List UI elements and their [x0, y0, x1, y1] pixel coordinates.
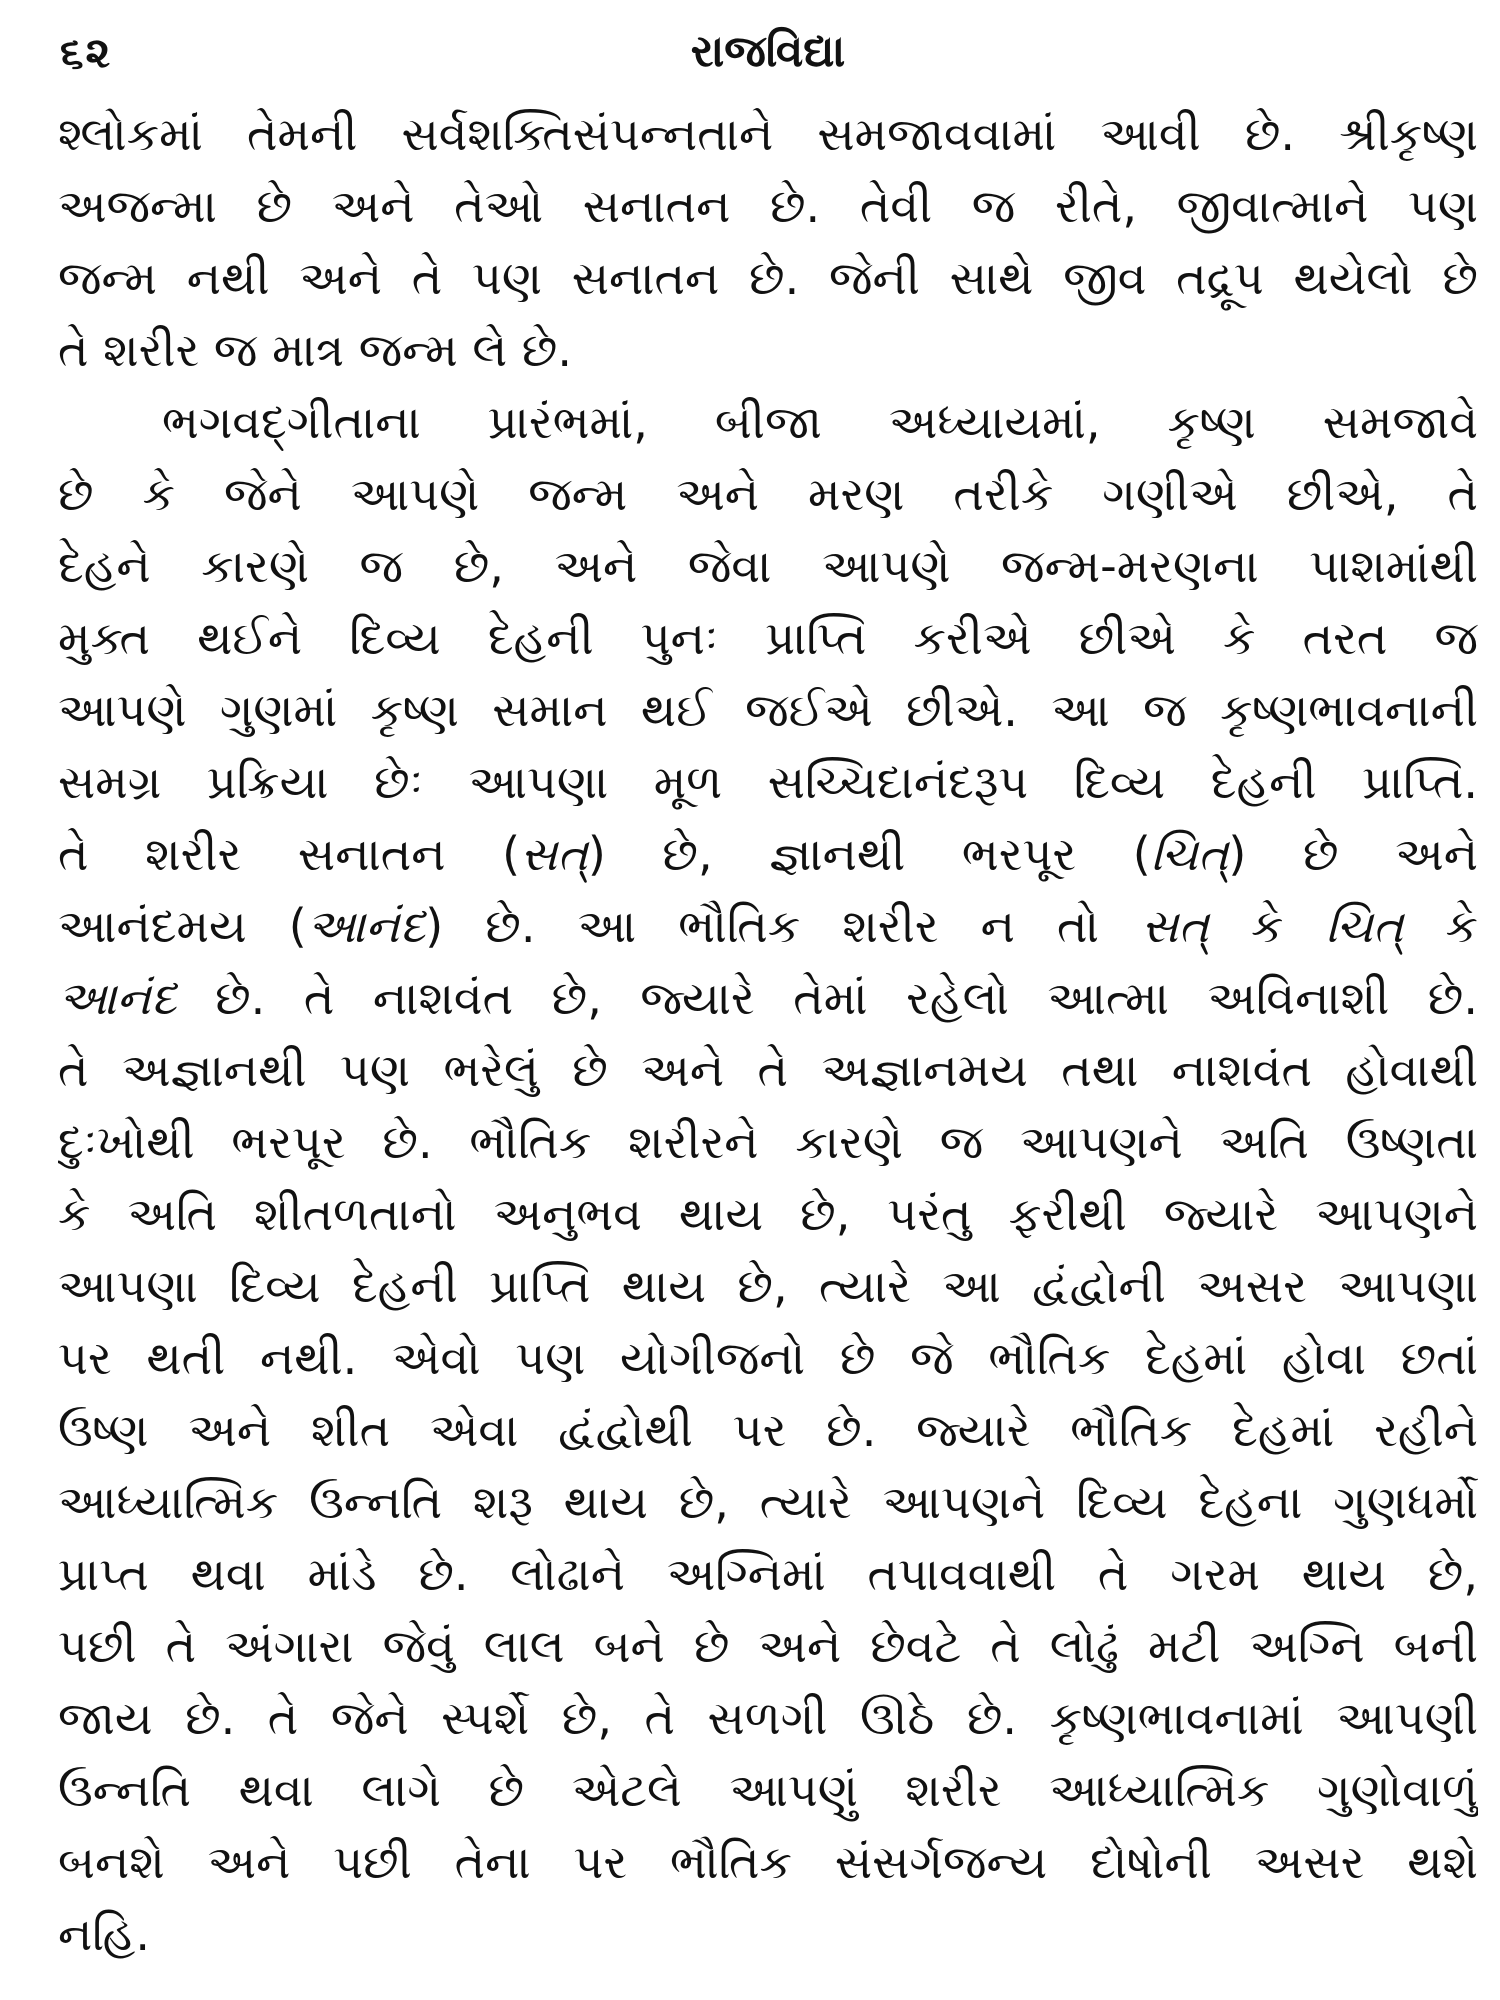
text-line: સમગ્ર પ્રક્રિયા છેઃ આપણા મૂળ સચ્ચિદાનંદરૂપ દિવ્ય દેહની પ્રાપ્તિ.	[58, 755, 1478, 809]
text-line: શ્લોકમાં તેમની સર્વશક્તિસંપન્નતાને સમજાવવામાં આવી છે. શ્રીકૃષ્ણ	[58, 107, 1478, 161]
text-segment: તે શરીર સનાતન (	[58, 827, 521, 881]
italic-term: ચિત્	[1325, 899, 1404, 953]
text-line: આપણે ગુણમાં કૃષ્ણ સમાન થઈ જઈએ છીએ. આ જ કૃષ્ણભાવનાની	[58, 683, 1478, 737]
page-header	[58, 22, 1478, 92]
text-line: કે અતિ શીતળતાનો અનુભવ થાય છે, પરંતુ ફરીથી જ્યારે આપણને	[58, 1187, 1478, 1241]
text-line: જન્મ નથી અને તે પણ સનાતન છે. જેની સાથે જીવ તદ્રૂપ થયેલો છે	[58, 251, 1478, 305]
text-segment: ) છે. આ ભૌતિક શરીર ન તો	[425, 899, 1142, 953]
text-segment: કે	[1208, 899, 1326, 953]
running-title: રાજવિદ્યા	[690, 26, 846, 77]
text-segment: આનંદમય (	[58, 899, 307, 953]
text-line: તે અજ્ઞાનથી પણ ભરેલું છે અને તે અજ્ઞાનમય તથા નાશવંત હોવાથી	[58, 1043, 1478, 1097]
text-line: દુઃખોથી ભરપૂર છે. ભૌતિક શરીરને કારણે જ આપણને અતિ ઉષ્ણતા	[58, 1115, 1478, 1169]
text-line: આપણા દિવ્ય દેહની પ્રાપ્તિ થાય છે, ત્યારે આ દ્વંદ્વોની અસર આપણા	[58, 1259, 1478, 1313]
text-segment: ) છે, જ્ઞાનથી ભરપૂર (	[587, 827, 1151, 881]
text-line	[58, 890, 1478, 962]
italic-term: સત્	[1141, 899, 1209, 953]
text-line: ઉન્નતિ થવા લાગે છે એટલે આપણું શરીર આધ્યાત્મિક ગુણોવાળું	[58, 1763, 1478, 1817]
text-line: અજન્મા છે અને તેઓ સનાતન છે. તેવી જ રીતે, જીવાત્માને પણ	[58, 179, 1478, 233]
text-segment: ) છે અને	[1228, 827, 1478, 881]
text-line: ઉષ્ણ અને શીત એવા દ્વંદ્વોથી પર છે. જ્યારે ભૌતિક દેહમાં રહીને	[58, 1403, 1478, 1457]
page-number: ૬૨	[60, 28, 113, 77]
text-segment: કે	[1403, 899, 1478, 953]
text-line	[58, 962, 1478, 1034]
italic-term: સત્	[520, 827, 588, 881]
italic-term: ચિત્	[1150, 827, 1229, 881]
body-text	[58, 98, 1478, 1970]
text-line: બનશે અને પછી તેના પર ભૌતિક સંસર્ગજન્ય દોષોની અસર થશે	[58, 1835, 1478, 1889]
text-line: પ્રાપ્ત થવા માંડે છે. લોઢાને અગ્નિમાં તપાવવાથી તે ગરમ થાય છે,	[58, 1547, 1478, 1601]
text-line: જાય છે. તે જેને સ્પર્શે છે, તે સળગી ઊઠે છે. કૃષ્ણભાવનામાં આપણી	[58, 1691, 1478, 1745]
text-line: છે કે જેને આપણે જન્મ અને મરણ તરીકે ગણીએ છીએ, તે	[58, 467, 1478, 521]
text-line: તે શરીર જ માત્ર જન્મ લે છે.	[58, 323, 572, 377]
text-line: મુક્ત થઈને દિવ્ય દેહની પુનઃ પ્રાપ્તિ કરીએ છીએ કે તરત જ	[58, 611, 1478, 665]
text-line: ભગવદ્ગીતાના પ્રારંભમાં, બીજા અધ્યાયમાં, કૃષ્ણ સમજાવે	[162, 395, 1478, 449]
text-segment: છે. તે નાશવંત છે, જ્યારે તેમાં રહેલો આત્મા અવિનાશી છે.	[176, 971, 1478, 1025]
italic-term: આનંદ	[58, 971, 177, 1025]
text-line	[58, 818, 1478, 890]
italic-term: આનંદ	[306, 899, 426, 953]
text-line: નહિ.	[58, 1907, 150, 1961]
text-line: દેહને કારણે જ છે, અને જેવા આપણે જન્મ-મરણના પાશમાંથી	[58, 539, 1478, 593]
text-line: આધ્યાત્મિક ઉન્નતિ શરૂ થાય છે, ત્યારે આપણને દિવ્ય દેહના ગુણધર્મો	[58, 1475, 1478, 1529]
text-line: પર થતી નથી. એવો પણ યોગીજનો છે જે ભૌતિક દેહમાં હોવા છતાં	[58, 1331, 1478, 1385]
text-line: પછી તે અંગારા જેવું લાલ બને છે અને છેવટે તે લોઢું મટી અગ્નિ બની	[58, 1619, 1478, 1673]
